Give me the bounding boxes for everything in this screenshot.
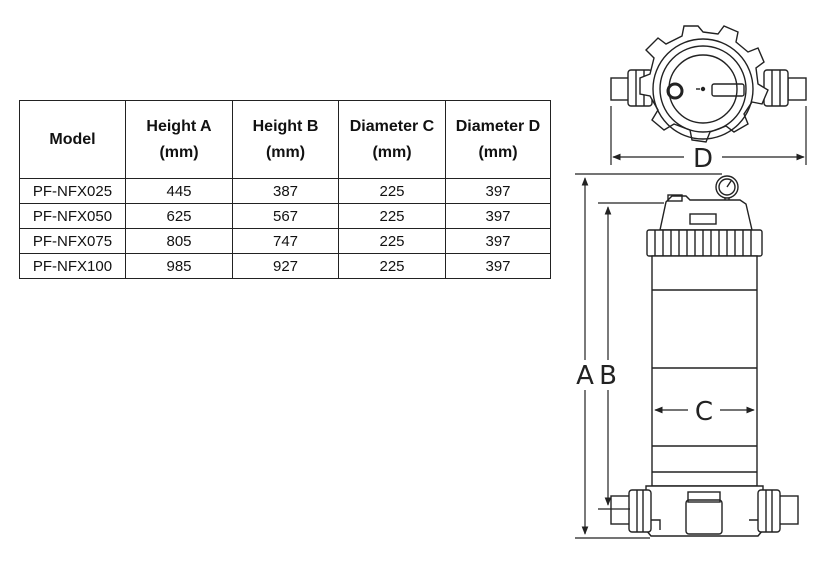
header-height-a: Height A (mm) [126,101,233,179]
cell-diameter-c: 225 [339,204,446,229]
header-height-b: Height B (mm) [233,101,339,179]
label-c: C [694,397,714,427]
cell-height-a: 625 [126,204,233,229]
filter-side-view [611,176,798,536]
cell-height-a: 445 [126,179,233,204]
cell-height-a: 805 [126,229,233,254]
header-diameter-c: Diameter C (mm) [339,101,446,179]
cell-diameter-d: 397 [446,229,551,254]
cell-diameter-c: 225 [339,229,446,254]
label-a: A [576,361,594,391]
cell-model: PF-NFX025 [20,179,126,204]
cell-height-b: 927 [233,254,339,279]
cell-height-a: 985 [126,254,233,279]
label-b: B [599,361,617,391]
cell-model: PF-NFX100 [20,254,126,279]
header-diameter-d: Diameter D (mm) [446,101,551,179]
cell-diameter-d: 397 [446,179,551,204]
cell-model: PF-NFX050 [20,204,126,229]
cell-height-b: 387 [233,179,339,204]
header-model: Model [20,101,126,179]
cell-diameter-c: 225 [339,254,446,279]
filter-top-view [611,26,806,142]
cell-diameter-d: 397 [446,254,551,279]
cell-height-b: 567 [233,204,339,229]
cell-height-b: 747 [233,229,339,254]
cell-diameter-c: 225 [339,179,446,204]
label-d: D [692,144,714,174]
cell-diameter-d: 397 [446,204,551,229]
cell-model: PF-NFX075 [20,229,126,254]
